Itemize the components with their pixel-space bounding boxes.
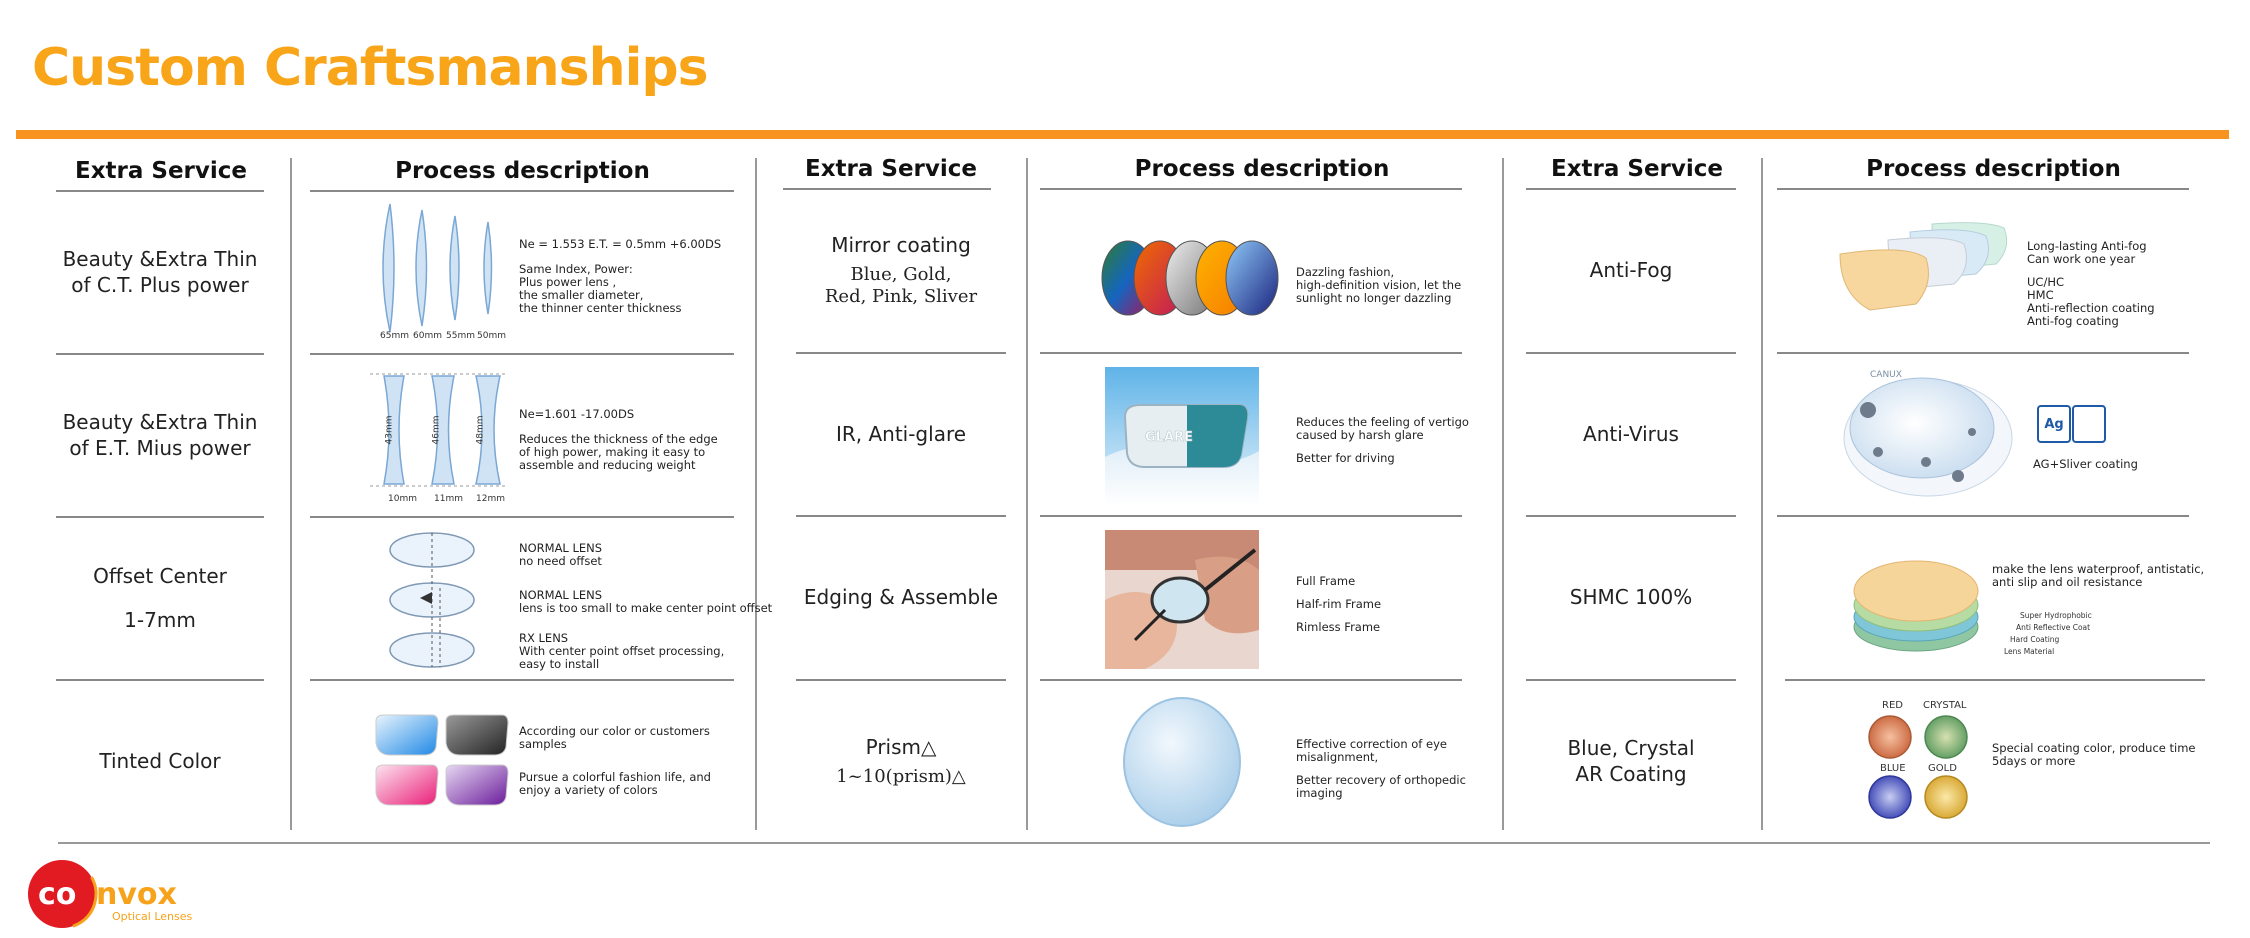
desc-line: enjoy a variety of colors — [519, 783, 658, 797]
swatch-label-blue: BLUE — [1880, 763, 1906, 774]
desc-line: of high power, making it easy to — [519, 445, 706, 459]
service-label-line: SHMC 100% — [1569, 585, 1693, 609]
desc-line: Anti-fog coating — [2027, 314, 2119, 328]
desc-line: assemble and reducing weight — [519, 458, 696, 472]
swatch-label-red: RED — [1882, 700, 1903, 711]
svg-text:nvox: nvox — [96, 877, 177, 912]
process-desc-mirror — [1296, 266, 1461, 305]
layer-label: Super Hydrophobic — [2020, 611, 2092, 620]
desc-line: 5days or more — [1992, 754, 2076, 768]
service-prism — [796, 681, 1006, 841]
divider-v5 — [1761, 158, 1763, 830]
hline — [310, 353, 734, 355]
desc-line: According our color or customers — [519, 724, 710, 738]
prism-lens-illustration — [1116, 693, 1248, 831]
desc-line: caused by harsh glare — [1296, 428, 1424, 442]
service-label-line: Prism△ — [865, 735, 937, 759]
desc-line: Ne=1.601 -17.00DS — [519, 407, 635, 421]
coating-color-swatches — [1866, 713, 1976, 821]
desc-line: no need offset — [519, 554, 602, 568]
desc-line: Reduces the thickness of the edge — [519, 432, 718, 446]
layer-label: Hard Coating — [2010, 635, 2060, 644]
plus-lens-profiles-illustration — [370, 200, 510, 342]
divider-v2 — [755, 158, 757, 830]
hline — [1777, 352, 2189, 354]
service-sub-line: Blue, Gold, — [850, 264, 952, 285]
desc-line: HMC — [2027, 288, 2054, 302]
header-process-2: Process description — [1134, 156, 1390, 182]
service-label-line: Edging & Assemble — [803, 585, 999, 609]
service-label-line: Mirror coating — [831, 233, 971, 257]
desc-line: Long-lasting Anti-fog — [2027, 239, 2147, 253]
process-desc-tinted — [519, 725, 711, 797]
service-edging-assemble — [796, 517, 1006, 677]
tinted-lenses-illustration — [372, 713, 512, 813]
service-blue-crystal-ar — [1526, 681, 1736, 841]
anti-virus-lens-illustration — [1838, 366, 2018, 502]
desc-line: imaging — [1296, 786, 1343, 800]
service-label-line: Anti-Fog — [1589, 258, 1673, 282]
desc-line: Better recovery of orthopedic — [1296, 773, 1466, 787]
height-label: 43mm — [384, 415, 395, 445]
swatch-label-crystal: CRYSTAL — [1923, 700, 1967, 711]
logo-subtitle: Optical Lenses — [112, 910, 193, 923]
glare-text: GLARE — [1145, 430, 1193, 445]
desc-line: anti slip and oil resistance — [1992, 575, 2143, 589]
service-label-line: Anti-Virus — [1583, 422, 1679, 446]
process-desc-shmc — [1992, 563, 2204, 589]
size-label: 50mm — [477, 331, 506, 341]
hline — [1040, 352, 1462, 354]
offset-center-illustration — [382, 528, 492, 672]
desc-line: Special coating color, produce time — [1992, 741, 2196, 755]
mirror-coating-lenses-illustration — [1100, 238, 1280, 318]
hline — [1785, 679, 2205, 681]
size-label: 60mm — [413, 331, 442, 341]
hline — [1040, 679, 1462, 681]
hline — [310, 679, 734, 681]
service-label-line: Tinted Color — [99, 749, 221, 773]
hline — [1777, 188, 2189, 190]
header-process-1: Process description — [395, 158, 650, 184]
service-label-line: Blue, Crystal — [1567, 736, 1695, 760]
service-sub-line: 1~10(prism)△ — [836, 766, 966, 787]
service-et-minus — [56, 355, 264, 515]
header-extra-service-2: Extra Service — [804, 156, 978, 182]
service-label-line: Offset Center — [93, 564, 227, 588]
desc-line: Ne = 1.553 E.T. = 0.5mm +6.00DS — [519, 237, 722, 251]
header-process-3: Process description — [1866, 156, 2121, 182]
service-label-line: Beauty &Extra Thin — [62, 247, 258, 271]
desc-line: UC/HC — [2027, 275, 2064, 289]
desc-line: easy to install — [519, 657, 600, 671]
service-tinted-color — [56, 681, 264, 841]
desc-line: lens is too small to make center point offset — [519, 601, 773, 615]
desc-line: NORMAL LENS — [519, 541, 603, 555]
service-anti-glare — [796, 354, 1006, 514]
desc-line: the smaller diameter, — [519, 288, 644, 302]
desc-line: misalignment, — [1296, 750, 1379, 764]
title-underline — [16, 130, 2229, 139]
service-label-line: of C.T. Plus power — [71, 273, 249, 297]
process-desc-ct-plus — [519, 238, 721, 315]
height-label: 46mm — [431, 415, 442, 445]
anti-fog-layers-illustration — [1836, 218, 2016, 318]
size-label: 12mm — [476, 494, 505, 504]
service-label-line: AR Coating — [1575, 762, 1687, 786]
desc-line: Can work one year — [2027, 252, 2136, 266]
service-shmc — [1526, 517, 1736, 677]
service-anti-virus — [1526, 354, 1736, 514]
service-offset-center — [56, 518, 264, 678]
process-desc-edging — [1296, 575, 1381, 634]
hline — [310, 516, 734, 518]
desc-line: Dazzling fashion, — [1296, 265, 1395, 279]
size-label: 65mm — [380, 331, 409, 341]
anti-glare-photo — [1105, 367, 1259, 506]
desc-line: high-definition vision, let the — [1296, 278, 1462, 292]
page-title: Custom Craftsmanships — [32, 38, 708, 98]
desc-line: Plus power lens , — [519, 275, 617, 289]
divider-v3 — [1026, 158, 1028, 830]
service-label-line: 1-7mm — [124, 608, 196, 632]
desc-line: Half-rim Frame — [1296, 597, 1382, 611]
process-desc-ar-coating — [1992, 742, 2196, 768]
service-sub-line: Red, Pink, Sliver — [824, 286, 978, 307]
divider-v1 — [290, 158, 292, 830]
ag-badge-text: Ag — [2044, 416, 2064, 432]
service-label-line: of E.T. Mius power — [69, 436, 251, 460]
hline — [1040, 515, 1462, 517]
process-desc-prism — [1296, 738, 1466, 800]
antivirus-badge-icon — [2072, 405, 2106, 443]
process-desc-anti-glare — [1296, 416, 1469, 465]
desc-line: Effective correction of eye — [1296, 737, 1447, 751]
hline — [1040, 188, 1462, 190]
svg-text:co: co — [38, 877, 77, 912]
convox-logo — [26, 858, 226, 930]
desc-line: Same Index, Power: — [519, 262, 633, 276]
hline — [310, 190, 734, 192]
desc-line: Better for driving — [1296, 451, 1395, 465]
layer-label: Anti Reflective Coat — [2016, 623, 2091, 632]
desc-line: Anti-reflection coating — [2027, 301, 2155, 315]
desc-line: AG+Sliver coating — [2033, 457, 2138, 471]
desc-line: Full Frame — [1296, 574, 1356, 588]
desc-line: Reduces the feeling of vertigo — [1296, 415, 1469, 429]
header-extra-service-1: Extra Service — [74, 158, 248, 184]
size-label: 55mm — [446, 331, 475, 341]
desc-line: sunlight no longer dazzling — [1296, 291, 1452, 305]
process-desc-anti-virus — [2033, 458, 2138, 471]
swatch-label-gold: GOLD — [1928, 763, 1957, 774]
layer-label: Lens Material — [2004, 647, 2055, 656]
desc-line: the thinner center thickness — [519, 301, 682, 315]
desc-line: NORMAL LENS — [519, 588, 603, 602]
shmc-layers-illustration — [1850, 555, 2000, 660]
ag-badge — [2037, 405, 2071, 443]
edging-assemble-photo — [1105, 530, 1259, 669]
size-label: 11mm — [434, 494, 463, 504]
service-ct-plus — [56, 192, 264, 352]
process-desc-anti-fog — [2027, 240, 2155, 328]
table-bottom-line — [58, 842, 2210, 844]
desc-line: RX LENS — [519, 631, 569, 645]
desc-line: make the lens waterproof, antistatic, — [1992, 562, 2205, 576]
desc-line: With center point offset processing, — [519, 644, 725, 658]
header-extra-service-3: Extra Service — [1550, 156, 1724, 182]
divider-v4 — [1502, 158, 1504, 830]
desc-line: Pursue a colorful fashion life, and — [519, 770, 711, 784]
service-mirror-coating — [796, 190, 1006, 350]
process-desc-et-minus — [519, 408, 718, 472]
process-desc-offset — [519, 542, 772, 671]
service-label-line: IR, Anti-glare — [835, 422, 967, 446]
size-label: 10mm — [388, 494, 417, 504]
brand-label: CANUX — [1870, 370, 1902, 380]
desc-line: samples — [519, 737, 567, 751]
height-label: 48mm — [475, 415, 486, 445]
service-label-line: Beauty &Extra Thin — [62, 410, 258, 434]
desc-line: Rimless Frame — [1296, 620, 1381, 634]
service-anti-fog — [1526, 190, 1736, 350]
hline — [1777, 515, 2189, 517]
